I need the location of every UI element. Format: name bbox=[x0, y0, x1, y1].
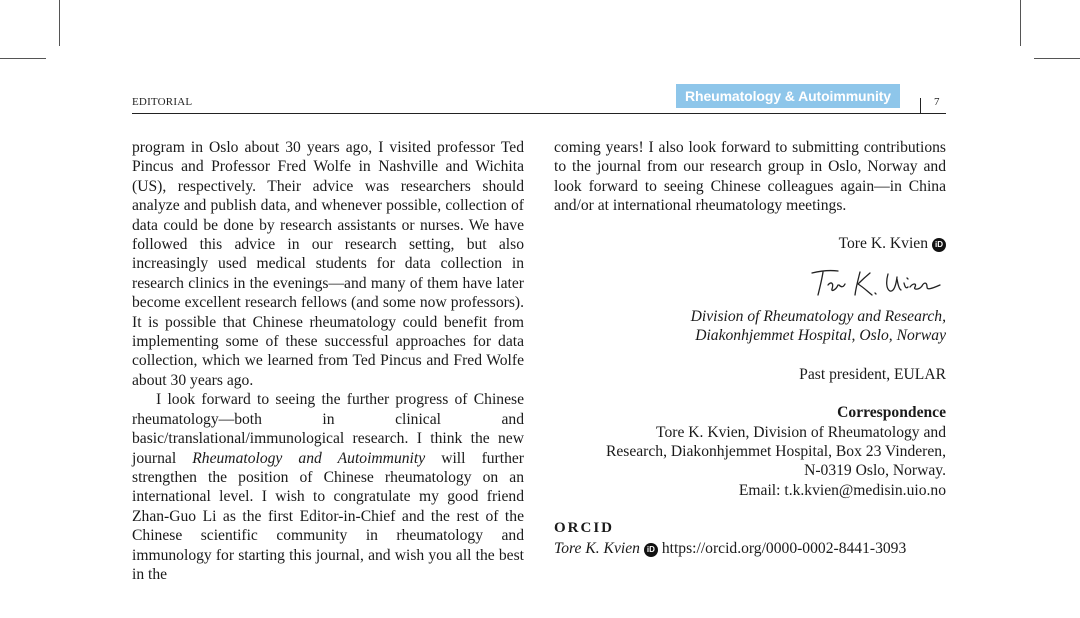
past-president: Past president, EULAR bbox=[799, 365, 946, 383]
page-number: 7 bbox=[934, 96, 940, 108]
journal-title-italic: Rheumatology and Autoimmunity bbox=[192, 449, 426, 467]
orcid-link-icon[interactable]: iD bbox=[644, 543, 658, 557]
affiliation bbox=[554, 307, 946, 346]
paragraph-2-end: will further strengthen the position of Chinese rheumatology on an international level. I wish to congratulate my good friend Zhan-Guo Li as the first Editor-in-Chief and the rest of the Chinese scientific community in rheumatology and immunology for starting this journal, and wish you all the best in the bbox=[132, 449, 524, 583]
journal-name-badge: Rheumatology & Autoimmunity bbox=[676, 84, 900, 108]
orcid-url-link[interactable]: https://orcid.org/0000-0002-8441-3093 bbox=[661, 539, 907, 557]
author-line bbox=[554, 234, 946, 253]
header-rule bbox=[132, 113, 946, 114]
paragraph-2-start: I look forward to seeing the further progress of Chinese rheumatology—both in clinical and basic/translational/immunological research. I think the new journal bbox=[132, 391, 524, 467]
orcid-author-name: Tore K. Kvien bbox=[554, 539, 640, 557]
section-label: EDITORIAL bbox=[132, 96, 193, 108]
crop-mark-left-horizontal bbox=[0, 58, 46, 59]
orcid-icon[interactable]: iD bbox=[932, 238, 946, 252]
correspondence-email[interactable]: Email: t.k.kvien@medisin.uio.no bbox=[738, 481, 946, 499]
crop-mark-right-horizontal bbox=[1034, 58, 1080, 59]
correspondence-heading: Correspondence bbox=[837, 404, 946, 422]
correspondence-line-2: Research, Diakonhjemmet Hospital, Box 23 Vinderen, bbox=[605, 443, 946, 461]
left-paragraph-1: program in Oslo about 30 years ago, I visited professor Ted Pincus and Professor Fred Wolfe in Nashville and Wichita (US), respectively. Their advice was researchers should analyze and publish data, and whenever possible, collection of data could be done by research assistants or nurses. We have followed this advice in our research setting, but also increasingly used medical students for data collection in research clinics in the evenings—and many of them have later become excellent research fellows (and some now professors). It is possible that Chinese rheumatology could benefit from implementing some of these successful approaches for data collection, which we learned from Ted Pincus and Fred Wolfe about 30 years ago. bbox=[132, 139, 524, 389]
orcid-heading: ORCID bbox=[554, 520, 615, 537]
affiliation-line-2: Diakonhjemmet Hospital, Oslo, Norway bbox=[695, 327, 946, 345]
right-intro-paragraph: coming years! I also look forward to submitting contributions to the journal from our research group in Oslo, Norway and look forward to seeing Chinese colleagues again—in China and/or at international rheumatology meetings. bbox=[554, 139, 946, 215]
left-paragraph-2 bbox=[132, 390, 524, 584]
right-column bbox=[554, 138, 946, 558]
orcid-line bbox=[554, 539, 946, 558]
affiliation-line-1: Division of Rheumatology and Research, bbox=[690, 308, 946, 326]
crop-mark-top-right bbox=[1020, 0, 1021, 46]
author-name: Tore K. Kvien bbox=[838, 234, 928, 252]
correspondence-block bbox=[554, 423, 946, 501]
crop-mark-top-left bbox=[59, 0, 60, 46]
left-column bbox=[132, 138, 524, 584]
header-divider-tick bbox=[920, 98, 921, 114]
correspondence-line-3: N-0319 Oslo, Norway. bbox=[804, 462, 946, 480]
correspondence-line-1: Tore K. Kvien, Division of Rheumatology and bbox=[656, 423, 946, 441]
handwritten-signature bbox=[806, 265, 946, 301]
